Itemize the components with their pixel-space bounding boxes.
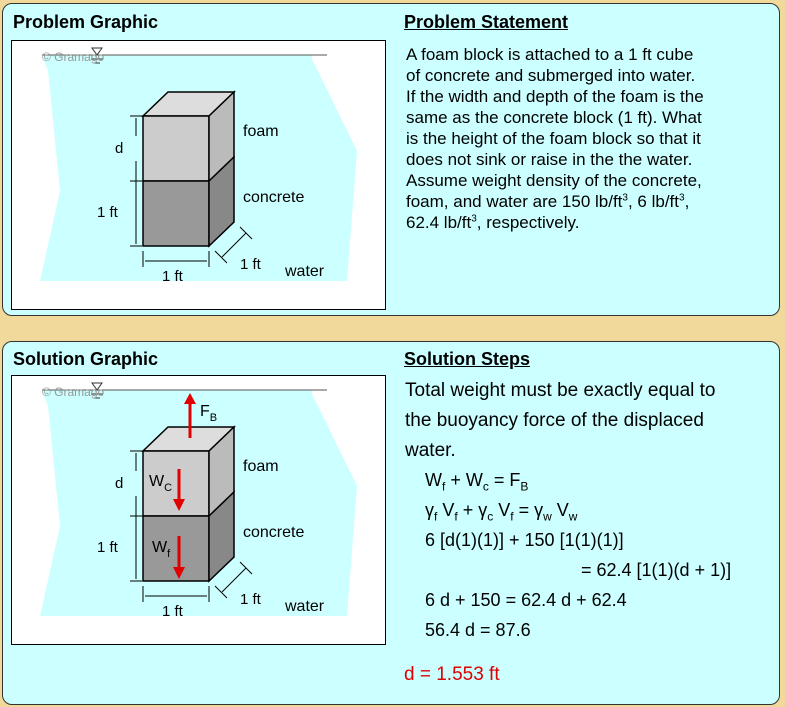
intro-line: the buoyancy force of the displaced — [405, 410, 704, 431]
label-height-1ft: 1 ft — [97, 204, 118, 221]
solution-graphic — [11, 375, 386, 645]
label-wc: $W_C$ — [149, 473, 173, 494]
statement-line: A foam block is attached to a 1 ft cube — [406, 45, 694, 64]
label-depth-1ft: 1 ft — [240, 591, 261, 608]
label-foam: foam — [243, 458, 279, 475]
problem-graphic — [11, 40, 386, 310]
label-width-1ft: 1 ft — [162, 603, 183, 620]
foam-front-face — [143, 116, 209, 181]
equation-step-5: 6 d + 150 = 62.4 d + 62.4 — [425, 590, 627, 610]
statement-line: of concrete and submerged into water. — [406, 66, 696, 85]
watermark: © Gramago — [42, 385, 105, 399]
label-fb: $F_B$ — [200, 403, 218, 424]
problem-statement-title: Problem Statement — [404, 12, 569, 32]
label-foam: foam — [243, 123, 279, 140]
statement-line: foam, and water are 150 $lb/ft^3$, 6 $lb/ft^3$, — [406, 192, 690, 211]
intro-line: Total weight must be exactly equal to — [405, 380, 716, 401]
problem-diagram — [12, 41, 387, 311]
statement-line: same as the concrete block (1 ft). What — [406, 108, 702, 127]
equation-step-4: = 62.4 [1(1)(d + 1)] — [581, 560, 732, 580]
label-concrete: concrete — [243, 524, 305, 541]
result-text: d = 1.553 ft — [404, 664, 500, 685]
statement-line: 62.4 $lb/ft^3$, respectively. — [406, 213, 580, 232]
statement-line: is the height of the foam block so that it — [406, 129, 701, 148]
problem-statement — [406, 44, 776, 233]
statement-line: does not sink or raise in the the water. — [406, 150, 693, 169]
problem-graphic-title: Problem Graphic — [13, 12, 159, 32]
label-height-1ft: 1 ft — [97, 539, 118, 556]
watermark: © Gramago — [42, 50, 105, 64]
label-d: d — [115, 475, 124, 492]
statement-line: If the width and depth of the foam is the — [406, 87, 704, 106]
solution-diagram — [12, 376, 387, 646]
intro-line: water. — [405, 440, 456, 461]
equation-densities: $\gamma_f$ $V_f + \gamma_c$ $V_f = \gamma_w$ $V_w$ — [425, 500, 578, 524]
concrete-front-face — [143, 181, 209, 246]
label-water: water — [285, 263, 325, 280]
label-d: d — [115, 140, 124, 157]
equation-step-3: 6 [d(1)(1)] + 150 [1(1)(1)] — [425, 530, 624, 550]
label-width-1ft: 1 ft — [162, 268, 183, 285]
solution-steps-title: Solution Steps — [404, 349, 530, 369]
label-depth-1ft: 1 ft — [240, 256, 261, 273]
statement-line: Assume weight density of the concrete, — [406, 171, 702, 190]
solution-graphic-title: Solution Graphic — [13, 349, 159, 369]
equation-step-6: 56.4 d = 87.6 — [425, 620, 531, 640]
label-concrete: concrete — [243, 189, 305, 206]
label-wf: $W_f$ — [152, 539, 171, 560]
equation-weights: $W_f + W_c = F_B$ — [425, 470, 529, 494]
label-water: water — [285, 598, 325, 615]
